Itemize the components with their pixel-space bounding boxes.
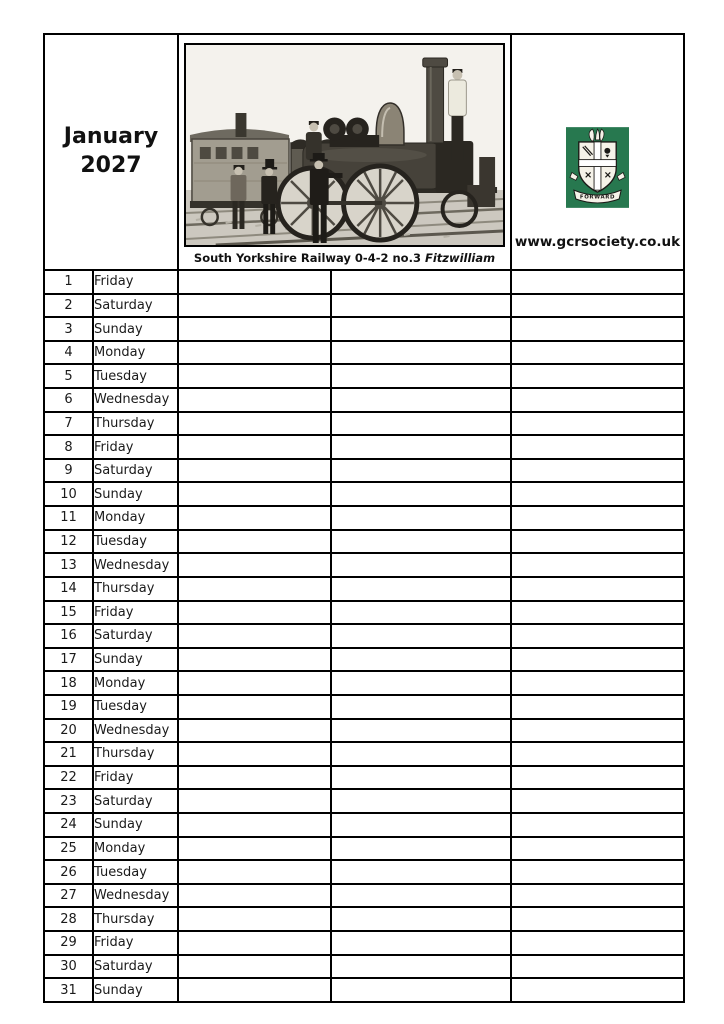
table-row: [44, 435, 684, 459]
day-name: Thursday: [94, 746, 155, 762]
notes-cell-2: [331, 553, 511, 577]
notes-cell-1: [178, 317, 331, 341]
notes-cell-3: [511, 317, 684, 341]
day-number: 20: [60, 722, 77, 738]
day-number: 10: [60, 486, 77, 502]
day-name: Tuesday: [94, 534, 147, 549]
day-name-cell: [93, 388, 178, 412]
notes-cell-3: [511, 553, 684, 577]
table-row: [44, 931, 684, 955]
day-number: 1: [64, 274, 73, 290]
table-row: [44, 294, 684, 318]
day-number: 25: [60, 840, 77, 856]
day-number-cell: [44, 482, 93, 506]
logo-cell: [511, 34, 684, 270]
table-row: [44, 719, 684, 743]
notes-cell-2: [331, 435, 511, 459]
day-name-cell: [93, 955, 178, 979]
page-title: [45, 123, 177, 180]
day-number: 15: [60, 604, 77, 620]
month-label: January: [63, 124, 159, 150]
day-name-cell: [93, 837, 178, 861]
table-row: [44, 789, 684, 813]
table-row: [44, 270, 684, 294]
day-name: Tuesday: [94, 699, 147, 715]
notes-cell-3: [511, 978, 684, 1002]
day-name: Sunday: [94, 982, 143, 998]
day-name-cell: [93, 341, 178, 365]
notes-cell-1: [178, 884, 331, 908]
table-row: [44, 624, 684, 648]
notes-cell-1: [178, 978, 331, 1002]
day-number: 24: [60, 817, 77, 833]
photo-caption: [179, 247, 510, 269]
notes-cell-2: [331, 884, 511, 908]
notes-cell-3: [511, 270, 684, 294]
notes-cell-2: [331, 931, 511, 955]
notes-cell-3: [511, 601, 684, 625]
notes-cell-1: [178, 577, 331, 601]
notes-cell-3: [511, 955, 684, 979]
notes-cell-3: [511, 884, 684, 908]
day-name: Friday: [94, 935, 134, 951]
day-name: Sunday: [94, 321, 143, 337]
day-number-cell: [44, 978, 93, 1002]
day-number-cell: [44, 388, 93, 412]
day-number-cell: [44, 294, 93, 318]
table-row: [44, 482, 684, 506]
notes-cell-2: [331, 294, 511, 318]
day-name: Monday: [94, 345, 146, 361]
day-name: Monday: [94, 840, 146, 856]
notes-cell-2: [331, 270, 511, 294]
day-number: 16: [60, 628, 77, 644]
day-number-cell: [44, 317, 93, 341]
notes-cell-2: [331, 506, 511, 530]
day-number: 21: [60, 746, 77, 762]
day-name-cell: [93, 364, 178, 388]
notes-cell-3: [511, 577, 684, 601]
notes-cell-2: [331, 978, 511, 1002]
table-row: [44, 341, 684, 365]
day-name-cell: [93, 671, 178, 695]
day-number: 23: [60, 793, 77, 809]
day-number: 17: [60, 652, 77, 668]
notes-cell-3: [511, 388, 684, 412]
notes-cell-3: [511, 506, 684, 530]
day-number-cell: [44, 931, 93, 955]
notes-cell-3: [511, 931, 684, 955]
notes-cell-3: [511, 341, 684, 365]
notes-cell-2: [331, 907, 511, 931]
notes-cell-1: [178, 766, 331, 790]
day-name-cell: [93, 317, 178, 341]
day-name-cell: [93, 742, 178, 766]
day-number-cell: [44, 884, 93, 908]
day-number-cell: [44, 955, 93, 979]
day-number: 19: [60, 699, 77, 715]
table-row: [44, 648, 684, 672]
day-name-cell: [93, 577, 178, 601]
day-number-cell: [44, 341, 93, 365]
notes-cell-1: [178, 624, 331, 648]
day-name: Wednesday: [94, 392, 170, 408]
day-name: Wednesday: [94, 557, 170, 573]
day-number: 13: [60, 557, 77, 573]
notes-cell-2: [331, 955, 511, 979]
day-number: 30: [60, 958, 77, 974]
day-name: Saturday: [94, 958, 153, 974]
notes-cell-1: [178, 435, 331, 459]
day-number-cell: [44, 789, 93, 813]
notes-cell-2: [331, 766, 511, 790]
day-name: Monday: [94, 675, 146, 691]
day-name: Saturday: [94, 297, 153, 313]
day-number-cell: [44, 695, 93, 719]
notes-cell-3: [511, 695, 684, 719]
day-number-cell: [44, 506, 93, 530]
notes-cell-2: [331, 695, 511, 719]
calendar-sheet: [43, 33, 685, 1003]
day-number: 4: [64, 345, 73, 361]
header-row: [44, 34, 684, 270]
notes-cell-2: [331, 459, 511, 483]
day-number-cell: [44, 530, 93, 554]
day-number-cell: [44, 459, 93, 483]
day-name: Saturday: [94, 793, 153, 809]
day-number: 14: [60, 581, 77, 597]
table-row: [44, 907, 684, 931]
website-url: www.gcrsociety.co.uk: [514, 233, 681, 250]
day-name-cell: [93, 648, 178, 672]
notes-cell-3: [511, 837, 684, 861]
notes-cell-2: [331, 837, 511, 861]
day-name-cell: [93, 789, 178, 813]
table-row: [44, 955, 684, 979]
notes-cell-1: [178, 294, 331, 318]
day-name-cell: [93, 695, 178, 719]
notes-cell-1: [178, 530, 331, 554]
calendar-table: [43, 33, 685, 1003]
notes-cell-1: [178, 671, 331, 695]
day-number: 28: [60, 911, 77, 927]
photo-cell: [178, 34, 511, 270]
day-number-cell: [44, 766, 93, 790]
notes-cell-3: [511, 813, 684, 837]
table-row: [44, 412, 684, 436]
day-name: Friday: [94, 274, 134, 290]
notes-cell-2: [331, 601, 511, 625]
notes-cell-3: [511, 860, 684, 884]
day-number-cell: [44, 624, 93, 648]
table-row: [44, 695, 684, 719]
day-number-cell: [44, 553, 93, 577]
notes-cell-2: [331, 789, 511, 813]
day-number-cell: [44, 412, 93, 436]
day-number: 7: [64, 415, 73, 431]
photo-caption-loco-name: Fitzwilliam: [424, 251, 496, 265]
notes-cell-1: [178, 907, 331, 931]
table-row: [44, 671, 684, 695]
day-number-cell: [44, 601, 93, 625]
notes-cell-3: [511, 719, 684, 743]
notes-cell-3: [511, 412, 684, 436]
notes-cell-3: [511, 364, 684, 388]
notes-cell-3: [511, 766, 684, 790]
day-number-cell: [44, 364, 93, 388]
notes-cell-1: [178, 364, 331, 388]
notes-cell-3: [511, 482, 684, 506]
table-row: [44, 388, 684, 412]
day-number: 12: [60, 534, 77, 549]
notes-cell-1: [178, 412, 331, 436]
day-name-cell: [93, 553, 178, 577]
gcr-society-crest-logo: [566, 127, 629, 208]
table-row: [44, 813, 684, 837]
day-name-cell: [93, 530, 178, 554]
notes-cell-2: [331, 530, 511, 554]
day-name-cell: [93, 907, 178, 931]
notes-cell-1: [178, 719, 331, 743]
day-name-cell: [93, 624, 178, 648]
day-name: Wednesday: [94, 888, 170, 904]
day-number: 31: [60, 982, 77, 998]
table-row: [44, 837, 684, 861]
notes-cell-1: [178, 648, 331, 672]
notes-cell-3: [511, 742, 684, 766]
day-number-cell: [44, 719, 93, 743]
day-number-cell: [44, 648, 93, 672]
day-name-cell: [93, 601, 178, 625]
month-cell: [44, 34, 178, 270]
day-number: 8: [64, 439, 73, 455]
day-name: Sunday: [94, 652, 143, 668]
day-name: Friday: [94, 604, 134, 620]
notes-cell-3: [511, 294, 684, 318]
table-row: [44, 506, 684, 530]
notes-cell-2: [331, 341, 511, 365]
notes-cell-1: [178, 837, 331, 861]
notes-cell-2: [331, 577, 511, 601]
notes-cell-1: [178, 931, 331, 955]
notes-cell-2: [331, 648, 511, 672]
day-number-cell: [44, 270, 93, 294]
notes-cell-2: [331, 317, 511, 341]
table-row: [44, 553, 684, 577]
crest-motto: FORWARD: [579, 194, 616, 201]
notes-cell-1: [178, 553, 331, 577]
notes-cell-1: [178, 341, 331, 365]
notes-cell-2: [331, 482, 511, 506]
calendar-body: [44, 270, 684, 1002]
day-number-cell: [44, 742, 93, 766]
notes-cell-3: [511, 789, 684, 813]
day-name: Friday: [94, 770, 134, 786]
day-number: 27: [60, 888, 77, 904]
day-number: 18: [60, 675, 77, 691]
day-name-cell: [93, 766, 178, 790]
day-number-cell: [44, 860, 93, 884]
day-number-cell: [44, 577, 93, 601]
day-name-cell: [93, 412, 178, 436]
table-row: [44, 577, 684, 601]
notes-cell-1: [178, 506, 331, 530]
notes-cell-2: [331, 671, 511, 695]
day-name-cell: [93, 719, 178, 743]
day-name: Tuesday: [94, 864, 147, 880]
notes-cell-1: [178, 459, 331, 483]
table-row: [44, 459, 684, 483]
notes-cell-3: [511, 671, 684, 695]
day-name: Monday: [94, 510, 146, 526]
notes-cell-3: [511, 530, 684, 554]
notes-cell-3: [511, 624, 684, 648]
day-number-cell: [44, 671, 93, 695]
day-name-cell: [93, 978, 178, 1002]
notes-cell-1: [178, 813, 331, 837]
day-name: Sunday: [94, 486, 143, 502]
table-row: [44, 530, 684, 554]
day-number: 22: [60, 770, 77, 786]
table-row: [44, 317, 684, 341]
table-row: [44, 766, 684, 790]
day-name-cell: [93, 435, 178, 459]
day-name-cell: [93, 459, 178, 483]
day-name-cell: [93, 884, 178, 908]
notes-cell-2: [331, 860, 511, 884]
day-name-cell: [93, 270, 178, 294]
day-number: 3: [64, 321, 73, 337]
photo-caption-text: South Yorkshire Railway 0-4-2 no.3: [193, 251, 421, 265]
day-name-cell: [93, 860, 178, 884]
day-number-cell: [44, 813, 93, 837]
notes-cell-1: [178, 955, 331, 979]
table-row: [44, 364, 684, 388]
day-number: 6: [64, 392, 73, 408]
locomotive-photo: [184, 43, 505, 247]
table-row: [44, 860, 684, 884]
day-name: Tuesday: [94, 368, 147, 384]
notes-cell-1: [178, 601, 331, 625]
notes-cell-1: [178, 270, 331, 294]
notes-cell-2: [331, 742, 511, 766]
table-row: [44, 884, 684, 908]
year-label: 2027: [80, 153, 142, 178]
day-name-cell: [93, 931, 178, 955]
notes-cell-3: [511, 435, 684, 459]
day-name: Wednesday: [94, 722, 170, 738]
day-name: Thursday: [94, 911, 155, 927]
day-name: Sunday: [94, 817, 143, 833]
notes-cell-1: [178, 742, 331, 766]
locomotive-photo-art: [186, 45, 503, 245]
day-name: Thursday: [94, 415, 155, 431]
notes-cell-1: [178, 388, 331, 412]
day-name-cell: [93, 813, 178, 837]
table-row: [44, 742, 684, 766]
notes-cell-2: [331, 364, 511, 388]
day-name: Saturday: [94, 463, 153, 479]
day-number: 5: [64, 368, 73, 384]
day-number: 11: [60, 510, 77, 526]
day-name: Friday: [94, 439, 134, 455]
day-number: 9: [64, 463, 73, 479]
notes-cell-3: [511, 907, 684, 931]
notes-cell-2: [331, 624, 511, 648]
notes-cell-1: [178, 482, 331, 506]
day-name-cell: [93, 506, 178, 530]
notes-cell-3: [511, 648, 684, 672]
notes-cell-2: [331, 813, 511, 837]
notes-cell-2: [331, 412, 511, 436]
day-number-cell: [44, 837, 93, 861]
notes-cell-3: [511, 459, 684, 483]
day-number: 2: [64, 297, 73, 313]
table-row: [44, 978, 684, 1002]
day-number-cell: [44, 907, 93, 931]
notes-cell-2: [331, 388, 511, 412]
day-number-cell: [44, 435, 93, 459]
notes-cell-2: [331, 719, 511, 743]
day-name-cell: [93, 482, 178, 506]
day-name: Saturday: [94, 628, 153, 644]
notes-cell-1: [178, 789, 331, 813]
day-name-cell: [93, 294, 178, 318]
table-row: [44, 601, 684, 625]
notes-cell-1: [178, 860, 331, 884]
day-name: Thursday: [94, 581, 155, 597]
notes-cell-1: [178, 695, 331, 719]
day-number: 26: [60, 864, 77, 880]
day-number: 29: [60, 935, 77, 951]
